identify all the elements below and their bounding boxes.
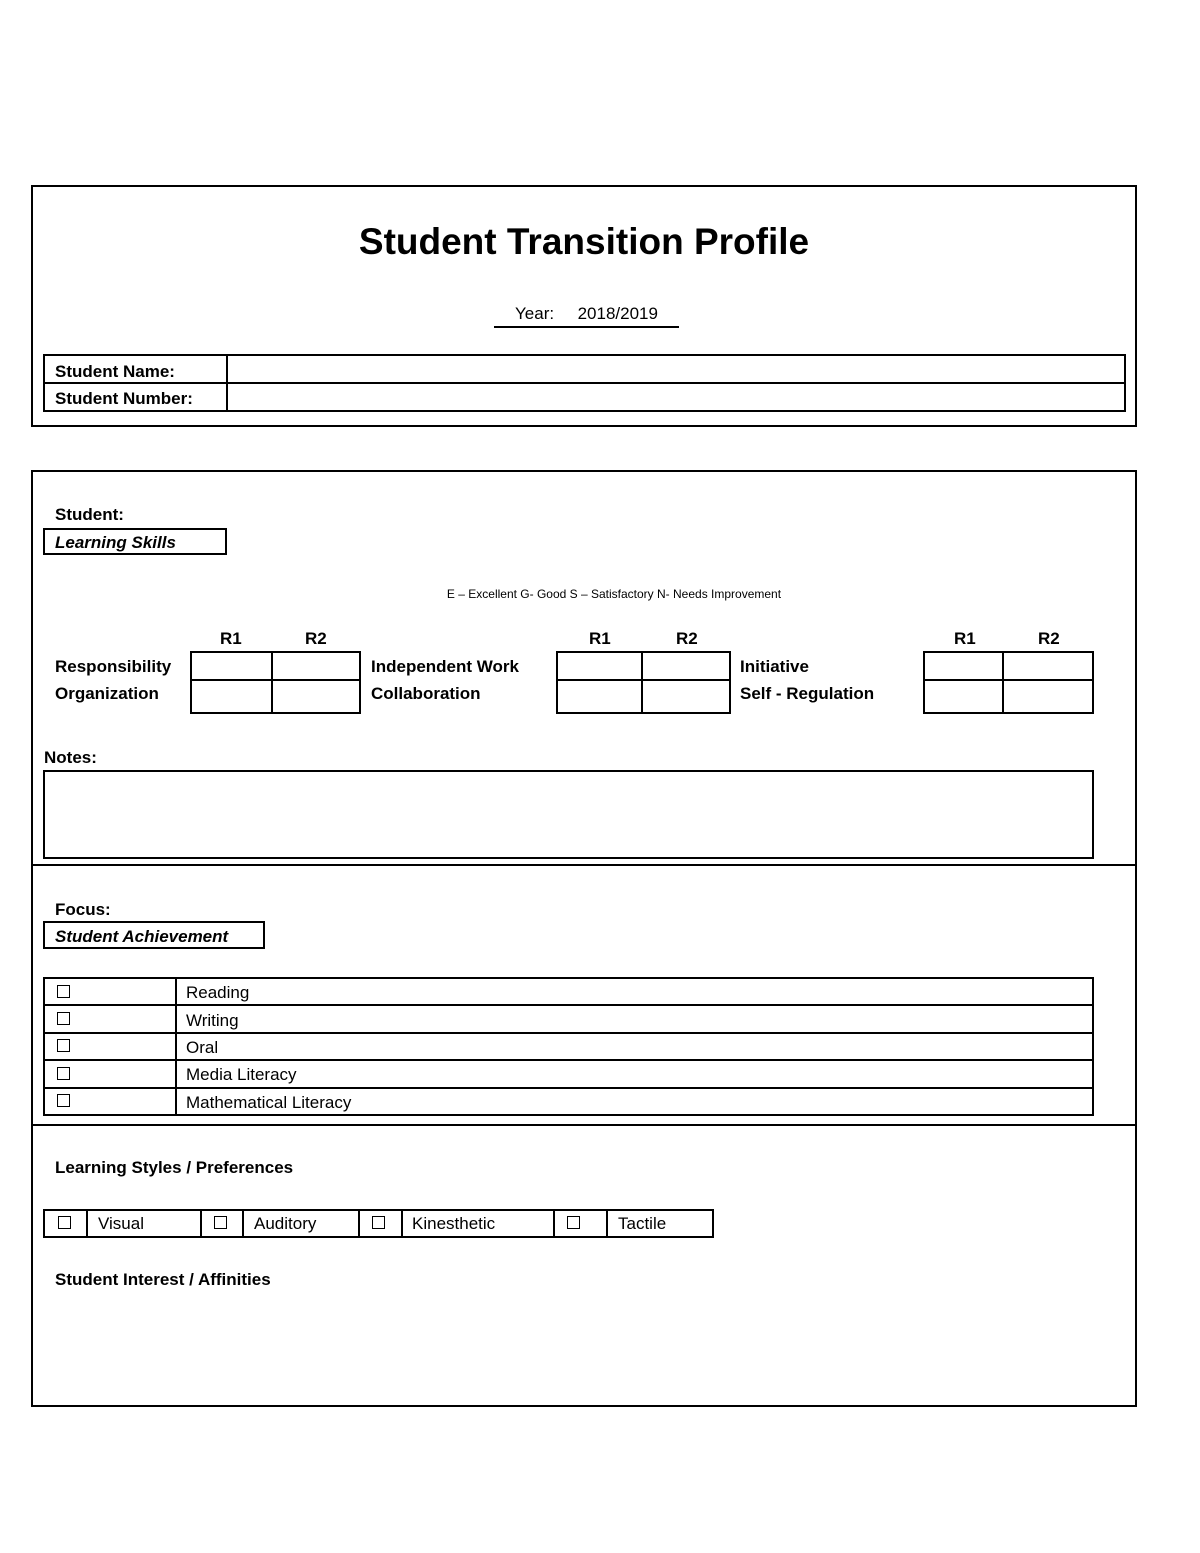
style-kinesthetic: Kinesthetic [412, 1214, 496, 1233]
r1-header-2: R1 [589, 629, 611, 648]
skill-organization: Organization [55, 684, 159, 703]
skill-self-regulation: Self - Regulation [740, 684, 875, 703]
rating-cell[interactable] [192, 653, 270, 678]
learning-skills-tag: Learning Skills [43, 528, 227, 555]
focus-item-mathematical-literacy: Mathematical Literacy [186, 1093, 352, 1112]
notes-label: Notes: [44, 748, 97, 767]
focus-item-writing: Writing [186, 1011, 239, 1030]
rating-cell[interactable] [1004, 653, 1092, 678]
checkbox-oral[interactable] [57, 1039, 70, 1052]
rating-cell[interactable] [192, 681, 270, 712]
r2-header-3: R2 [1038, 629, 1060, 648]
rating-cell[interactable] [558, 681, 640, 712]
rating-cell[interactable] [558, 653, 640, 678]
checkbox-media-literacy[interactable] [57, 1067, 70, 1080]
style-auditory: Auditory [254, 1214, 317, 1233]
focus-item-oral: Oral [186, 1038, 219, 1057]
skill-initiative: Initiative [740, 657, 809, 676]
student-number-label: Student Number: [55, 389, 193, 408]
rating-cell[interactable] [1004, 681, 1092, 712]
student-interests-field[interactable] [55, 1296, 1115, 1396]
skill-collaboration: Collaboration [371, 684, 481, 703]
r1-header-1: R1 [220, 629, 242, 648]
section-divider [31, 864, 1137, 866]
checkbox-writing[interactable] [57, 1012, 70, 1025]
rating-cell[interactable] [925, 653, 1001, 678]
student-number-field[interactable] [230, 385, 1122, 409]
focus-section-label: Focus: [55, 900, 111, 919]
checkbox-reading[interactable] [57, 985, 70, 998]
page-title: Student Transition Profile [358, 221, 810, 262]
checkbox-mathematical-literacy[interactable] [57, 1094, 70, 1107]
rating-cell[interactable] [643, 653, 729, 678]
style-visual: Visual [98, 1214, 144, 1233]
year-line [494, 302, 679, 328]
checkbox-visual[interactable] [58, 1216, 71, 1229]
rating-legend: E – Excellent G- Good S – Satisfactory N- Needs Improvement [446, 587, 782, 601]
focus-item-media-literacy: Media Literacy [186, 1065, 297, 1084]
learning-styles-heading: Learning Styles / Preferences [55, 1158, 294, 1177]
checkbox-tactile[interactable] [567, 1216, 580, 1229]
rating-cell[interactable] [273, 681, 359, 712]
student-interests-heading: Student Interest / Affinities [55, 1270, 271, 1289]
skill-responsibility: Responsibility [55, 657, 172, 676]
year-label: Year: [515, 304, 555, 323]
rating-cell[interactable] [273, 653, 359, 678]
skill-independent-work: Independent Work [371, 657, 519, 676]
r2-header-1: R2 [305, 629, 327, 648]
r1-header-3: R1 [954, 629, 976, 648]
student-name-label: Student Name: [55, 362, 175, 381]
year-value: 2018/2019 [577, 304, 658, 323]
rating-cell[interactable] [925, 681, 1001, 712]
student-section-label: Student: [55, 505, 124, 524]
section-divider [31, 1124, 1137, 1126]
student-name-field[interactable] [230, 357, 1122, 381]
style-tactile: Tactile [618, 1214, 667, 1233]
notes-field[interactable] [43, 770, 1094, 859]
r2-header-2: R2 [676, 629, 698, 648]
focus-item-reading: Reading [186, 983, 250, 1002]
student-achievement-tag: Student Achievement [43, 921, 265, 949]
checkbox-kinesthetic[interactable] [372, 1216, 385, 1229]
checkbox-auditory[interactable] [214, 1216, 227, 1229]
rating-cell[interactable] [643, 681, 729, 712]
